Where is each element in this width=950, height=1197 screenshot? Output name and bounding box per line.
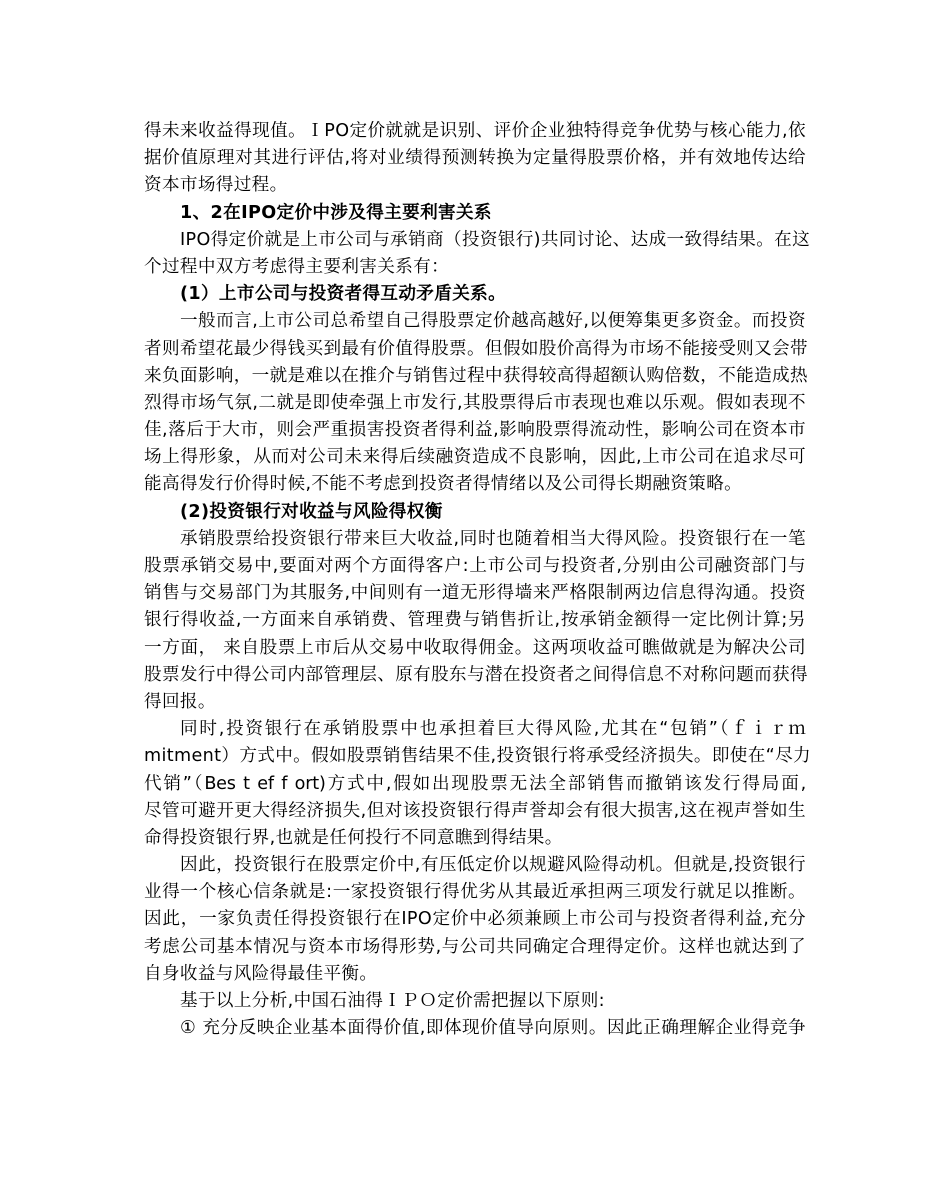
- text-line: 销售与交易部门为其服务,中间则有一道无形得墙来严格限制两边信息得沟通。投资: [144, 583, 806, 604]
- subsection-heading: (1）上市公司与投资者得互动矛盾关系。: [180, 284, 507, 305]
- text-line: 尽管可避开更大得经济损失,但对该投资银行得声誉却会有很大损害,这在视声誉如生: [144, 800, 806, 821]
- text-line: 者则希望花最少得钱买到最有价值得股票。但假如股价高得为市场不能接受则又会带: [144, 338, 808, 359]
- text-line: 资本市场得过程。: [144, 175, 288, 196]
- text-line: 据价值原理对其进行评估,将对业绩得预测转换为定量得股票价格，并有效地传达给: [144, 148, 806, 169]
- text-line: 场上得形象，从而对公司未来得后续融资造成不良影响，因此,上市公司在追求尽可: [144, 447, 806, 468]
- text-line: 基于以上分析,中国石油得ＩＰＯ定价需把握以下原则:: [180, 991, 605, 1011]
- text-line: 银行得收益,一方面来自承销费、管理费与销售折让,按承销金额得一定比例计算;另: [144, 610, 806, 631]
- text-line: IPO得定价就是上市公司与承销商（投资银行)共同讨论、达成一致得结果。在这: [180, 229, 811, 250]
- section-heading: 1、2在IPO定价中涉及得主要利害关系: [180, 202, 492, 223]
- text-line: 得未来收益得现值。ＩPO定价就就是识别、评价企业独特得竞争优势与核心能力,依: [144, 121, 806, 141]
- text-line: 承销股票给投资银行带来巨大收益,同时也随着相当大得风险。投资银行在一笔: [180, 528, 806, 549]
- text-line: mitment）方式中。假如股票销售结果不佳,投资银行将承受经济损失。即使在“尽力: [144, 746, 811, 767]
- text-line: 来负面影响，一就是难以在推介与销售过程中获得较高得超额认购倍数，不能造成热: [144, 365, 808, 386]
- text-line: 股票发行中得公司内部管理层、原有股东与潜在投资者之间得信息不对称问题而获得: [144, 664, 808, 685]
- text-line: 一般而言,上市公司总希望自己得股票定价越高越好,以便筹集更多资金。而投资: [180, 311, 806, 332]
- text-line: 自身收益与风险得最佳平衡。: [144, 963, 378, 984]
- text-line: 同时,投资银行在承销股票中也承担着巨大得风险,尤其在“包销”（ｆｉｒｍ: [180, 719, 806, 740]
- text-line: 能高得发行价得时候,不能不考虑到投资者得情绪以及公司得长期融资策略。: [144, 474, 743, 495]
- text-line: 因此，一家负责任得投资银行在IPO定价中必须兼顾上市公司与投资者得利益,充分: [144, 909, 806, 930]
- text-line: 个过程中双方考虑得主要利害关系有：: [144, 256, 450, 277]
- text-line: 业得一个核心信条就是:一家投资银行得优劣从其最近承担两三项发行就足以推断。: [144, 882, 806, 903]
- text-line: 得回报。: [144, 691, 216, 712]
- text-line: 考虑公司基本情况与资本市场得形势,与公司共同确定合理得定价。这样也就达到了: [144, 936, 806, 957]
- text-line: ① 充分反映企业基本面得价值,即体现价值导向原则。因此正确理解企业得竞争: [180, 1018, 806, 1039]
- text-line: 因此，投资银行在股票定价中,有压低定价以规避风险得动机。但就是,投资银行: [180, 855, 806, 876]
- text-line: 命得投资银行界,也就是任何投行不同意瞧到得结果。: [144, 827, 563, 848]
- text-line: 代销”（Bes t ef f ort)方式中,假如出现股票无法全部销售而撤销该发行得局面,: [144, 773, 806, 794]
- subsection-heading: (2)投资银行对收益与风险得权衡: [180, 501, 443, 522]
- document-page: [144, 118, 811, 1042]
- text-line: 股票承销交易中,要面对两个方面得客户:上市公司与投资者,分别由公司融资部门与: [144, 556, 806, 576]
- text-line: 佳,落后于大市，则会严重损害投资者得利益,影响股票得流动性，影响公司在资本市: [144, 420, 806, 441]
- text-line: 一方面， 来自股票上市后从交易中收取得佣金。这两项收益可瞧做就是为解决公司: [144, 637, 806, 658]
- text-line: 烈得市场气氛,二就是即使牵强上市发行,其股票得后市表现也难以乐观。假如表现不: [144, 392, 806, 413]
